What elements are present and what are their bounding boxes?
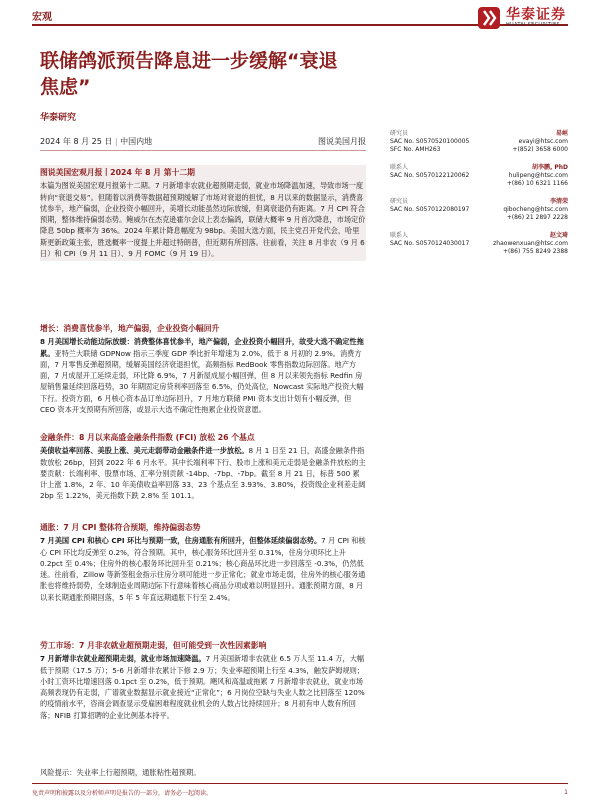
risk-note: 风险提示：失业率上行超预期，通胀粘性超预期。 xyxy=(40,768,201,777)
analyst-sac: SAC No. S0570122080197 xyxy=(390,206,470,213)
summary-section xyxy=(40,165,366,261)
page-number: 1 xyxy=(564,788,568,796)
finance-text: 8 月 1 日至 21 日，高盛金融条件指数放松 26bp，回到 2022 年 6 月水平。其中长端利率下行、股市上涨和美元走弱是金融条件放松的主要贡献：长端利率、股票市场、汇率分别贡献 -14bp、-7bp、-7bp。截至 8 月 21 日，标普 500 累计上涨 1.8%，2 年、10 年美债收益率回落 33、23 个基点至 3.93%、3.80%，投资级企业利差走阔 2bp 至 1.22%，美元指数下跌 2.8% 至 101.1。 xyxy=(40,446,366,501)
analyst-card xyxy=(390,164,568,188)
analyst-card xyxy=(390,198,568,222)
page-footer xyxy=(32,783,568,800)
org-name: 华泰研究 xyxy=(40,113,77,123)
summary-title: 图说美国宏观月报丨2024 年 8 月 第十二期 xyxy=(40,168,195,177)
growth-text: 亚特兰大联储 GDPNow 指示三季度 GDP 季比折年增速为 2.0%，低于 8 月初的 2.9%。消费方面，7 月零售反弹超预期，缓解美国经济衰退担忧，高频指标 RedBook 零售指数边际回落。地产方面，7 月成屋开工延续走弱，环比降 6.9%，7 月新屋成屋小幅回弹，但 8 月以来领先指标 Redfin 房屋销售量延续回落趋势，30 年期固定房贷利率回落至 6.5%，仍处高位，Nowcast 实际地产投资大幅下行。投资方面，6 月核心资本品订单边际回升，7 月地方联储 PMI 资本支出计划有小幅反弹，但 CEO 资本开支预期有所回落，或显示大选不确定性拖累企业投资意愿。 xyxy=(40,348,364,415)
labor-section xyxy=(40,640,366,721)
analyst-sac: SAC No. S0570122120062 xyxy=(390,172,470,179)
category-tag: 宏观 xyxy=(32,12,52,23)
growth-title: 增长：消费喜忧参半，地产偏弱，企业投资小幅回升 xyxy=(40,324,220,333)
inflation-section xyxy=(40,522,366,603)
analyst-email[interactable]: hulipeng@htsc.com xyxy=(508,172,568,179)
analyst-phone: +(86) 755 8249 2388 xyxy=(502,248,568,255)
analyst-role: 研究员 xyxy=(390,198,409,205)
analyst-panel xyxy=(390,130,568,266)
org-line xyxy=(40,110,366,124)
analyst-role: 联系人 xyxy=(390,164,409,171)
rule-under-date xyxy=(40,150,366,151)
analyst-email[interactable]: qibocheng@htsc.com xyxy=(503,206,568,213)
analyst-card xyxy=(390,232,568,256)
analyst-role: 研究员 xyxy=(390,130,409,137)
analyst-sfc: SFC No. AMH263 xyxy=(390,146,441,153)
analyst-email[interactable]: evayi@htsc.com xyxy=(518,138,568,145)
finance-section xyxy=(40,432,366,502)
disclaimer: 免责声明和披露以及分析师声明是报告的一部分，请务必一起阅读。 xyxy=(32,789,213,797)
report-date: 2024 年 8 月 25 日 xyxy=(40,137,113,146)
analyst-name: 李清荣 xyxy=(549,198,568,205)
brand-logo xyxy=(477,6,566,30)
labor-title: 劳工市场：7 月非农就业超预期走弱，但可能受到一次性因素影响 xyxy=(40,641,267,650)
report-type: 图说美国月报 xyxy=(318,137,366,146)
growth-section xyxy=(40,323,366,415)
analyst-phone: +(86) 10 6321 1166 xyxy=(506,180,568,187)
logo-en: HUATAI SECURITIES xyxy=(506,22,560,28)
analyst-name: 易峘 xyxy=(555,130,568,137)
date-sep: | xyxy=(114,137,121,146)
growth-lead: 8 月美国增长动能边际放缓：消费整体喜忧参半，地产偏弱，企业投资小幅回升，故受大选不确定性拖累。 xyxy=(40,337,364,358)
analyst-phone: +(852) 3658 6000 xyxy=(512,146,568,153)
inflation-text: 7 月 CPI 和核心 CPI 环比均反弹至 0.2%，符合预期。其中，核心服务环比回升至 0.31%，住房分项环比上升 0.2pct 至 0.4%；住房外的核心服务环比回升至 0.21%；核心商品环比进一步回落至 -0.3%，仍然低迷。往前看，Zillow 等新签租金指示住房分项可能进一步正常化；就业市场走弱，住房外的核心服务通胀也将维持弱势，全球制造业周期边际下行意味着核心商品分项或难以明显回升。通胀预期方面，8 月以来长期通胀预期回落，5 年 5 年直远期通胀下行至 2.4%。 xyxy=(40,536,366,602)
analyst-sac: SAC No. S0570520100005 xyxy=(390,138,470,145)
report-region: 中国内地 xyxy=(120,137,153,146)
analyst-sac: SAC No. S0570124030017 xyxy=(390,240,470,247)
summary-text: 本篇为图说美国宏观月报第十二期。7 月新增非农就业超预期走弱，就业市场降温加速，导致市场一度转向“衰退交易”。但随着以消费等数据超预期缓解了市场对衰退的担忧，8 月以来的数据显示，消费喜忧参半，地产偏弱，企业投资小幅回升，美增长动能虽然边际放缓，但离衰退仍有距离。7 月 CPI 符合预期，整体维持偏弱态势。鲍威尔在杰克逊霍尔会议上表态偏鸽，联储大概率 9 月首次降息，市场定价降息 50bp 概率为 36%。2024 年累计降息幅度为 98bp。美国大选方面，民主党召开党代会，哈里斯更新政策主张，胜选概率一度提上并超过特朗普，但近期有所回落。往前看，关注 8 月非农（9 月 6 日）和 CPI（9 月 11 日）、9 月 FOMC（9 月 19 日）。 xyxy=(40,181,366,259)
huatai-logo-icon xyxy=(477,6,501,30)
analyst-email[interactable]: zhaowenxuan@htsc.com xyxy=(493,240,568,247)
finance-title: 金融条件：8 月以来高盛金融条件指数 (FCI) 放松 26 个基点 xyxy=(40,433,255,442)
finance-lead: 美债收益率回落、美股上涨、美元走弱带动金融条件进一步放松。 xyxy=(40,446,249,456)
logo-cn: 华泰证券 xyxy=(506,7,566,23)
inflation-lead: 7 月美国 CPI 和核心 CPI 环比与预期一致，住房通胀有所回升，但整体延续偏弱态势。 xyxy=(40,536,322,546)
date-line xyxy=(40,136,366,147)
date-region xyxy=(40,136,152,147)
analyst-role: 联系人 xyxy=(390,232,409,239)
analyst-card xyxy=(390,130,568,154)
labor-lead: 7 月新增非农就业超预期走弱，就业市场加速降温。 xyxy=(40,654,206,664)
report-title: 联储鸽派预告降息进一步缓解“衰退焦虑” xyxy=(40,50,338,98)
labor-text: 7 月美国新增非农就业 6.5 万人至 11.4 万，大幅低于预期（17.5 万）；5-6 月新增非农累计下修 2.9 万；失业率超预期上行至 4.3%，触发萨姆规则；小时工资环比增速回落 0.1pct 至 0.2%，低于预期。飓风和高温或拖累 7 月新增非农就业，就业市场高频表现仍有走弱，广谱就业数据显示就业接近“正常化”；6 月岗位空缺与失业人数之比回落至 120% 的疫情前水平，咨商会调查显示受雇困难程度就业机会的人数占比持续回升；8 月初有申人数有所回落；NFIB 打算招聘的企业比例基本持平。 xyxy=(40,654,365,720)
analyst-phone: +(86) 21 2897 2228 xyxy=(506,214,568,221)
analyst-name: 赵文琦 xyxy=(549,232,568,239)
analyst-name: 胡李鹏, PhD xyxy=(531,164,568,171)
inflation-title: 通胀：7 月 CPI 整体符合预期，维持偏弱态势 xyxy=(40,523,201,532)
